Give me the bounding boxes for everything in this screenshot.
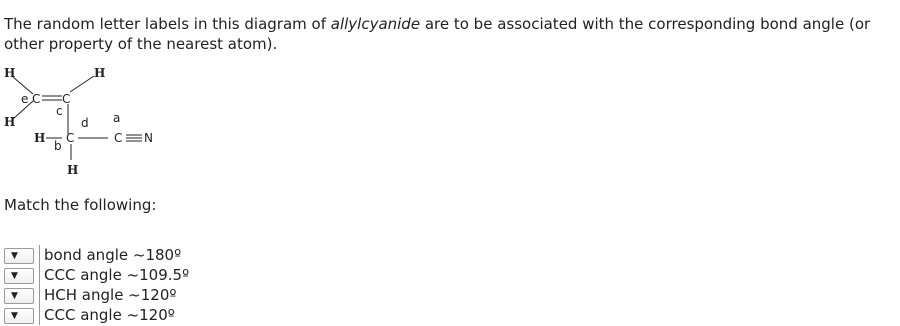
label-e: e — [21, 92, 29, 106]
match-prompt: Match the following: — [4, 196, 157, 214]
answer-text: CCC angle ~120º — [44, 306, 175, 324]
atom-h-top-left: H — [4, 66, 16, 80]
answer-text: HCH angle ~120º — [44, 286, 177, 304]
answer-text: bond angle ~180º — [44, 246, 182, 264]
answer-select-1[interactable] — [4, 248, 34, 264]
question-prefix: The random letter labels in this diagram of — [4, 15, 331, 33]
question-suffix: are to be associated with the corresponding bond angle (or other property of the nearest atom). — [4, 15, 871, 53]
answer-row — [4, 305, 189, 325]
atom-h-mid: H — [34, 131, 46, 145]
dropdown-arrow-icon: ▼ — [11, 271, 18, 281]
dropdown-arrow-icon: ▼ — [11, 291, 18, 301]
label-d: d — [81, 116, 89, 130]
atom-h-left: H — [4, 115, 16, 129]
answer-list — [4, 245, 189, 325]
bond-c2-h — [70, 76, 94, 92]
answer-select-3[interactable] — [4, 288, 34, 304]
answer-row — [4, 285, 189, 305]
atom-c2: C — [62, 92, 71, 106]
atom-h-top-right: H — [94, 66, 106, 80]
divider — [39, 265, 40, 285]
answer-select-4[interactable] — [4, 308, 34, 324]
dropdown-arrow-icon: ▼ — [11, 311, 18, 321]
answer-select-2[interactable] — [4, 268, 34, 284]
allylcyanide-diagram — [0, 64, 162, 180]
atom-c4: C — [114, 131, 123, 145]
answer-text: CCC angle ~109.5º — [44, 266, 190, 284]
atom-h-bottom: H — [67, 163, 79, 177]
atom-c3: C — [66, 131, 75, 145]
answer-row — [4, 265, 189, 285]
answer-row — [4, 245, 189, 265]
divider — [39, 285, 40, 305]
label-c: c — [56, 104, 63, 118]
divider — [39, 305, 40, 325]
divider — [39, 245, 40, 265]
question-text — [4, 14, 896, 54]
dropdown-arrow-icon: ▼ — [11, 251, 18, 261]
atom-c1: C — [32, 92, 41, 106]
label-a: a — [113, 111, 121, 125]
compound-name: allylcyanide — [330, 15, 421, 33]
label-b: b — [54, 139, 62, 153]
atom-n: N — [144, 131, 153, 145]
